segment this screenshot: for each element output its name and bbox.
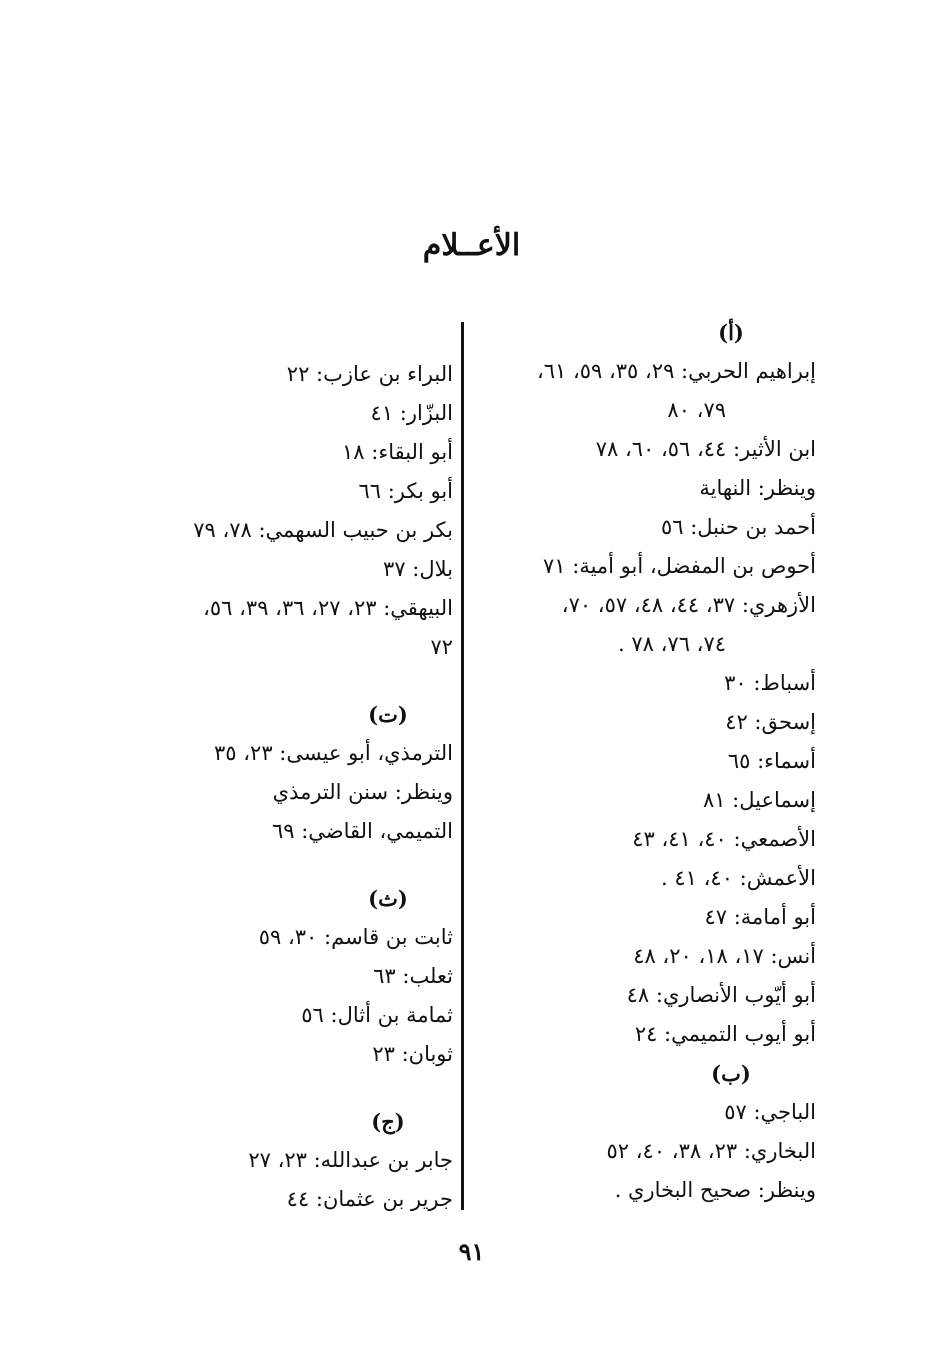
index-entry: ثوبان: ٢٣ xyxy=(372,1042,453,1066)
index-entry: بلال: ٣٧ xyxy=(383,557,453,581)
index-entry: إسماعيل: ٨١ xyxy=(702,788,816,812)
letter-heading: (ج) xyxy=(371,1109,405,1134)
index-entry: أبو أيوب التميمي: ٢٤ xyxy=(634,1022,816,1046)
letter-heading: (ث) xyxy=(368,886,408,911)
index-entry: أبو البقاء: ١٨ xyxy=(342,440,453,464)
section-gap xyxy=(123,851,453,879)
page-number: ٩١ xyxy=(458,1237,485,1266)
index-entry: البيهقي: ٢٣، ٢٧، ٣٦، ٣٩، ٥٦، xyxy=(203,596,453,620)
index-entry: التميمي، القاضي: ٦٩ xyxy=(271,819,453,843)
section-gap xyxy=(123,667,453,695)
index-entry: أسباط: ٣٠ xyxy=(724,671,816,695)
index-entry: الترمذي، أبو عيسى: ٢٣، ٣٥ xyxy=(214,741,453,765)
index-entry: بكر بن حبيب السهمي: ٧٨، ٧٩ xyxy=(193,518,453,542)
index-entry: الأزهري: ٣٧، ٤٤، ٤٨، ٥٧، ٧٠، xyxy=(561,593,816,617)
index-entry: ٧٩، ٨٠ xyxy=(667,398,726,422)
index-entry: ثمامة بن أثال: ٥٦ xyxy=(301,1003,453,1027)
index-entry: أبو أمامة: ٤٧ xyxy=(704,905,816,929)
letter-heading: (ب) xyxy=(711,1061,751,1086)
index-entry: البزّار: ٤١ xyxy=(370,401,453,425)
index-entry: ٧٤، ٧٦، ٧٨ . xyxy=(618,632,726,656)
index-entry: وينظر: النهاية xyxy=(699,476,816,500)
index-entry: ٧٢ xyxy=(430,635,453,659)
index-column-right xyxy=(486,313,816,1210)
index-entry: أنس: ١٧، ١٨، ٢٠، ٤٨ xyxy=(633,944,816,968)
index-entry: ابن الأثير: ٤٤، ٥٦، ٦٠، ٧٨ xyxy=(595,437,816,461)
index-entry: البخاري: ٢٣، ٣٨، ٤٠، ٥٢ xyxy=(606,1139,816,1163)
index-entry: جرير بن عثمان: ٤٤ xyxy=(286,1187,453,1211)
index-column-left xyxy=(123,355,453,1219)
index-entry: وينظر: سنن الترمذي xyxy=(272,780,453,804)
index-entry: إبراهيم الحربي: ٢٩، ٣٥، ٥٩، ٦١، xyxy=(536,359,816,383)
index-entry: الباجي: ٥٧ xyxy=(724,1100,816,1124)
index-entry: الأعمش: ٤٠، ٤١ . xyxy=(661,866,816,890)
index-entry: البراء بن عازب: ٢٢ xyxy=(286,362,453,386)
index-entry: ثعلب: ٦٣ xyxy=(373,964,453,988)
index-entry: إسحق: ٤٢ xyxy=(725,710,816,734)
letter-heading: (ت) xyxy=(368,702,408,727)
section-gap xyxy=(123,1074,453,1102)
index-entry: وينظر: صحيح البخاري . xyxy=(614,1178,816,1202)
index-entry: الأصمعي: ٤٠، ٤١، ٤٣ xyxy=(632,827,816,851)
index-entry: أسماء: ٦٥ xyxy=(727,749,816,773)
index-entry: جابر بن عبدالله: ٢٣، ٢٧ xyxy=(248,1148,453,1172)
index-entry: ثابت بن قاسم: ٣٠، ٥٩ xyxy=(258,925,453,949)
column-divider xyxy=(461,322,464,1210)
letter-heading: (أ) xyxy=(718,320,744,345)
page-title: الأعــلام xyxy=(422,228,521,263)
index-entry: أبو بكر: ٦٦ xyxy=(358,479,453,503)
index-entry: أحوص بن المفضل، أبو أمية: ٧١ xyxy=(543,554,816,578)
index-entry: أحمد بن حنبل: ٥٦ xyxy=(660,515,816,539)
index-entry: أبو أيّوب الأنصاري: ٤٨ xyxy=(626,983,816,1007)
